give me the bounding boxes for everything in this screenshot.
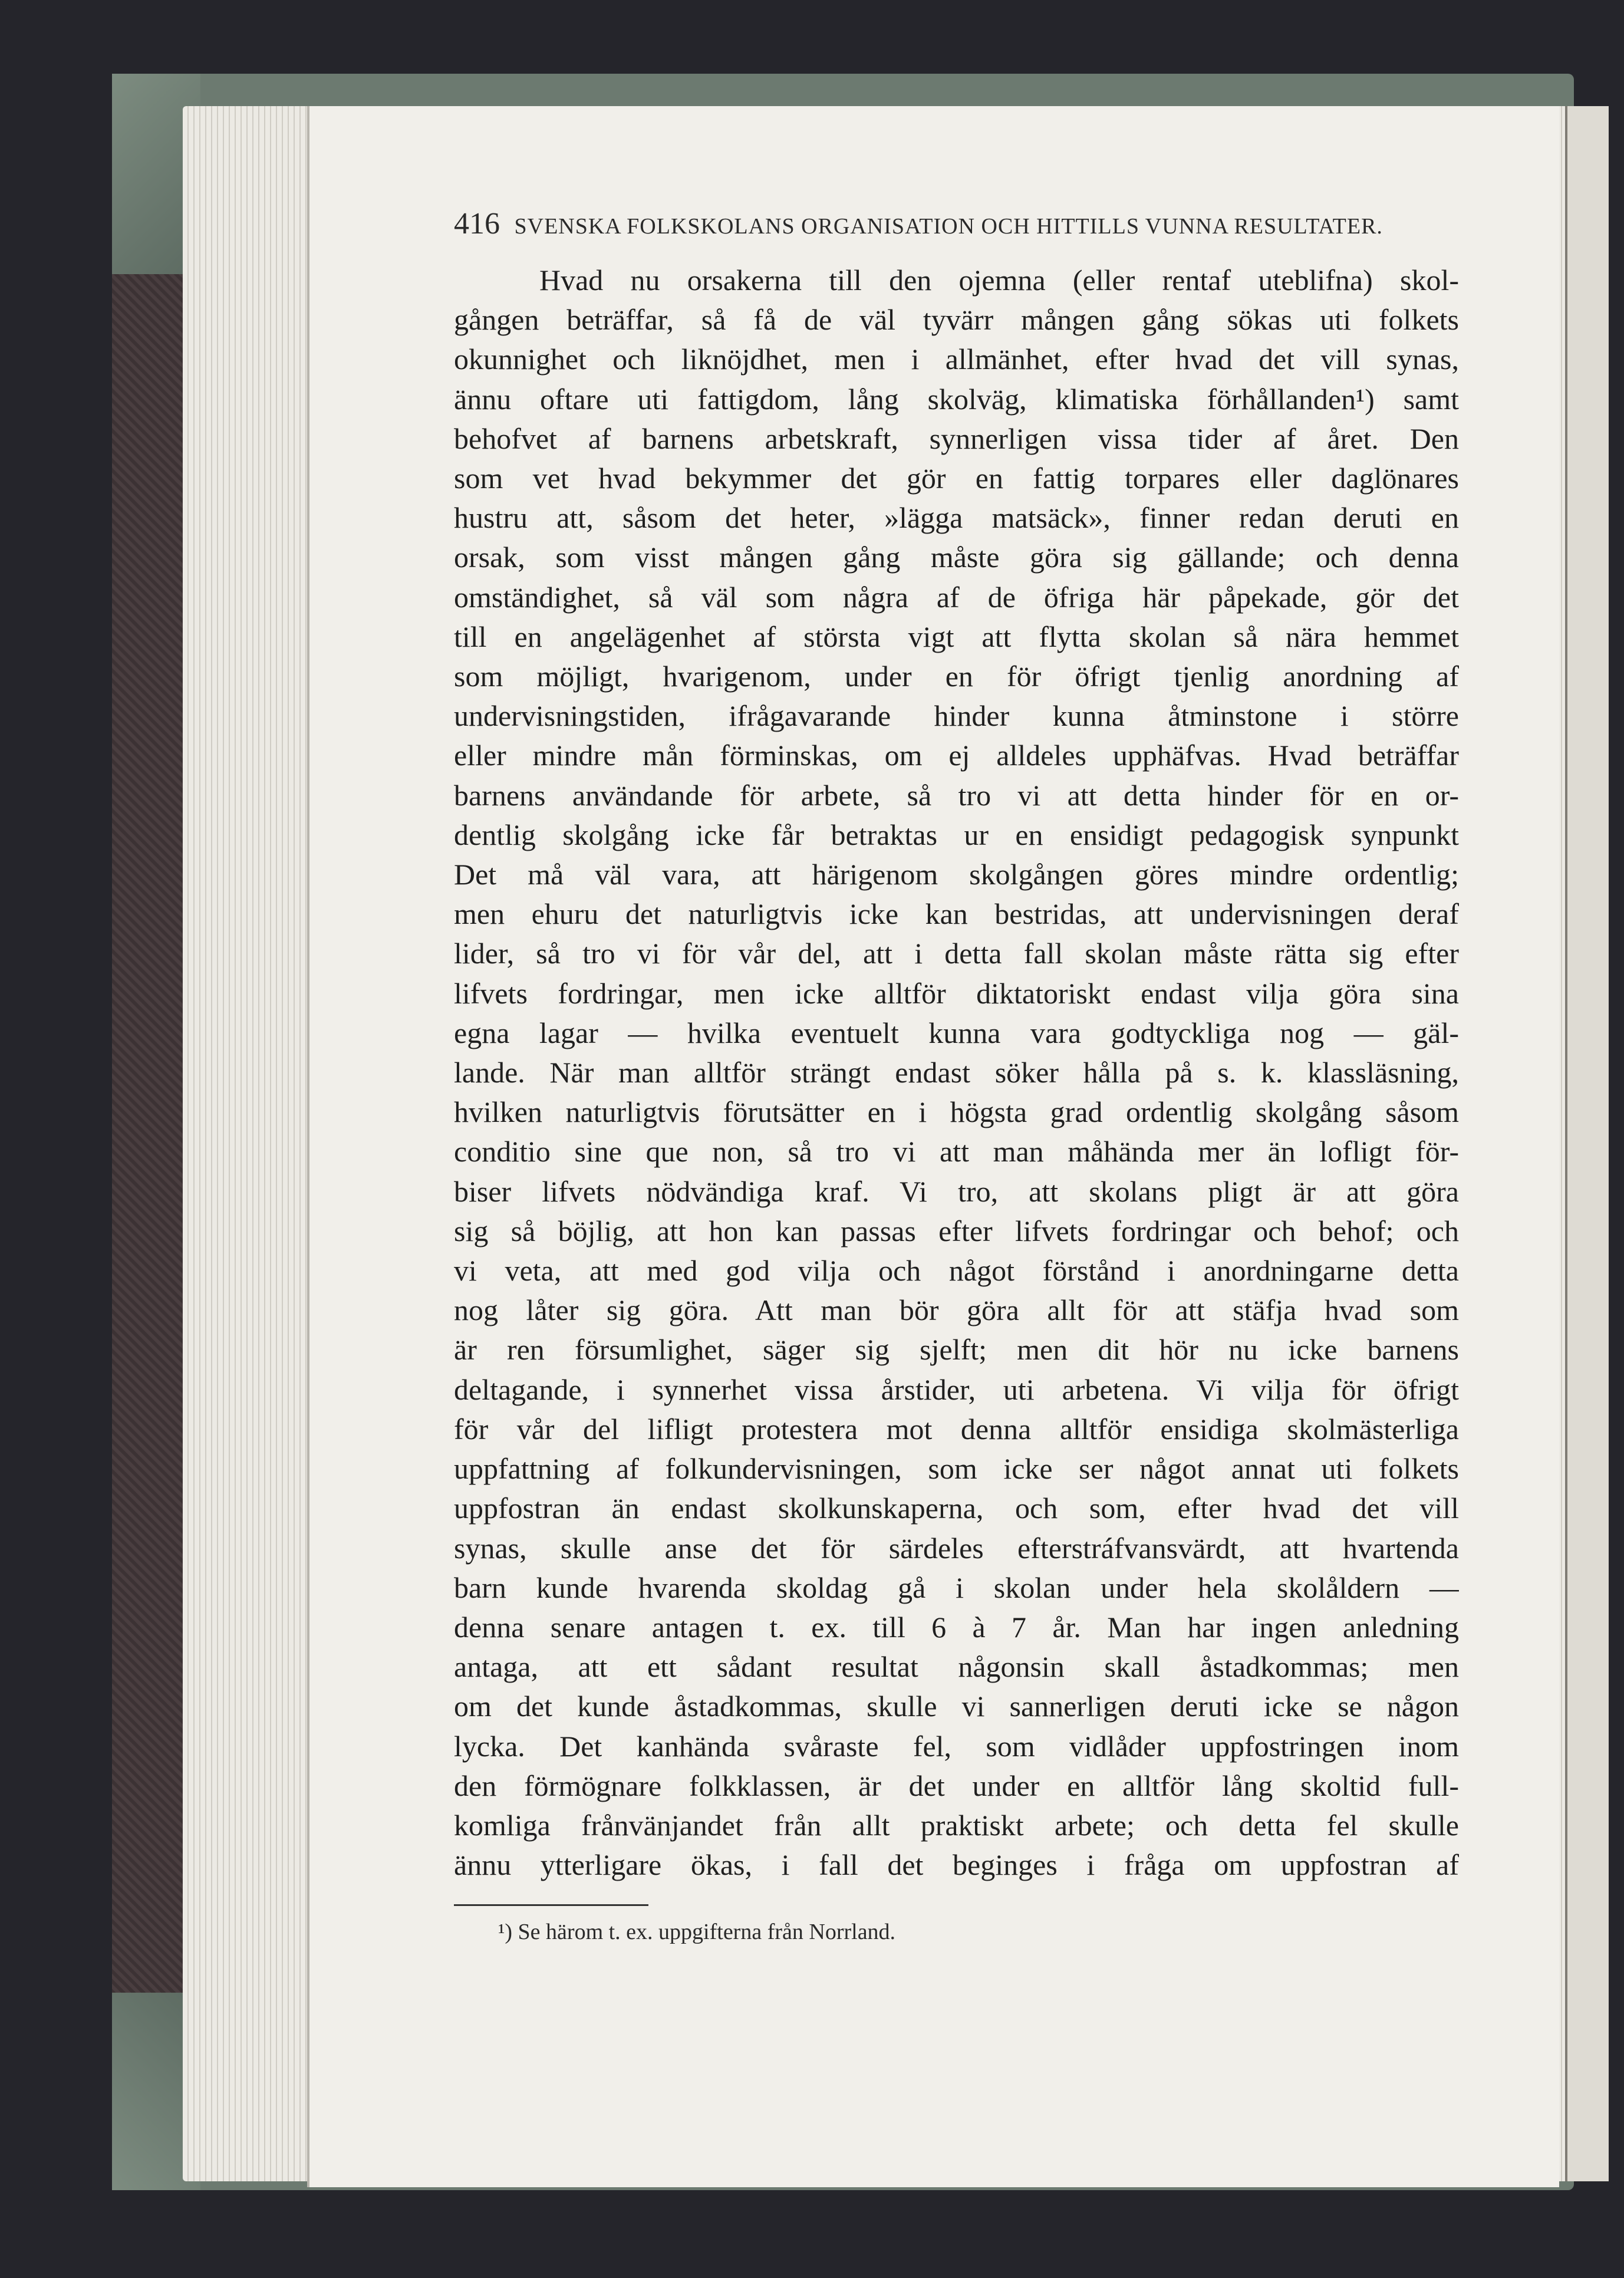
text-line: dentlig skolgång icke får betraktas ur en ensidigt pedagogisk synpunkt: [454, 818, 1459, 851]
text-line: ännu ytterligare ökas, i fall det beginges i fråga om uppfostran af: [454, 1848, 1459, 1882]
text-line: antaga, att ett sådant resultat någonsin skall åstadkommas; men: [454, 1650, 1459, 1684]
footnote-rule: [454, 1904, 648, 1906]
text-line: synas, skulle anse det för särdeles efterstráfvansvärdt, att hvartenda: [454, 1531, 1459, 1565]
book-page: [309, 106, 1559, 2187]
text-line: deltagande, i synnerhet vissa årstider, uti arbetena. Vi vilja för öfrigt: [454, 1372, 1459, 1406]
page-header: [454, 206, 1459, 241]
text-line: för vår del lifligt protestera mot denna alltför ensidiga skolmästerliga: [454, 1412, 1459, 1446]
text-line: biser lifvets nödvändiga kraf. Vi tro, att skolans pligt är att göra: [454, 1174, 1459, 1208]
text-line: behofvet af barnens arbetskraft, synnerligen vissa tider af året. Den: [454, 422, 1459, 455]
text-line: okunnighet och liknöjdhet, men i allmänhet, efter hvad det vill synas,: [454, 343, 1459, 376]
text-line: är ren försumlighet, säger sig sjelft; men dit hör nu icke barnens: [454, 1333, 1459, 1367]
text-line: hvilken naturligtvis förutsätter en i högsta grad ordentlig skolgång såsom: [454, 1095, 1459, 1129]
text-line: komliga frånvänjandet från allt praktiskt arbete; och detta fel skulle: [454, 1808, 1459, 1842]
text-line: denna senare antagen t. ex. till 6 à 7 år. Man har ingen anledning: [454, 1610, 1459, 1644]
text-line: vi veta, att med god vilja och något förstånd i anordningarne detta: [454, 1254, 1459, 1288]
text-line: uppfattning af folkundervisningen, som icke ser något annat uti folkets: [454, 1452, 1459, 1486]
text-line: egna lagar — hvilka eventuelt kunna vara godtyckliga nog — gäl-: [454, 1016, 1459, 1049]
running-title: SVENSKA FOLKSKOLANS ORGANISATION OCH HITTILLS VUNNA RESULTATER.: [514, 214, 1383, 239]
text-line: undervisningstiden, ifrågavarande hinder kunna åtminstone i större: [454, 699, 1459, 733]
text-line: barnens användande för arbete, så tro vi att detta hinder för en or-: [454, 778, 1459, 812]
text-line: uppfostran än endast skolkunskaperna, och som, efter hvad det vill: [454, 1492, 1459, 1525]
text-line: som vet hvad bekymmer det gör en fattig torpares eller daglönares: [454, 462, 1459, 495]
text-line: barn kunde hvarenda skoldag gå i skolan under hela skolåldern —: [454, 1571, 1459, 1604]
right-page-edge: [1565, 106, 1609, 2181]
text-line: som möjligt, hvarigenom, under en för öfrigt tjenlig anordning af: [454, 660, 1459, 693]
text-line: lande. När man alltför strängt endast söker hålla på s. k. klassläsning,: [454, 1056, 1459, 1089]
text-line: omständighet, så väl som några af de öfriga här påpekade, gör det: [454, 580, 1459, 614]
text-line: lifvets fordringar, men icke alltför diktatoriskt endast vilja göra sina: [454, 976, 1459, 1010]
page-number: 416: [454, 207, 500, 241]
text-line: den förmögnare folkklassen, är det under en alltför lång skoltid full-: [454, 1769, 1459, 1802]
text-line: men ehuru det naturligtvis icke kan bestridas, att undervisningen deraf: [454, 897, 1459, 931]
text-line: Hvad nu orsakerna till den ojemna (eller rentaf uteblifna) skol-: [539, 264, 1459, 297]
text-line: lycka. Det kanhända svåraste fel, som vidlåder uppfostringen inom: [454, 1729, 1459, 1763]
text-line: gången beträffar, så få de väl tyvärr mången gång sökas uti folkets: [454, 303, 1459, 337]
text-line: Det må väl vara, att härigenom skolgången göres mindre ordentlig;: [454, 858, 1459, 891]
text-line: sig så böjlig, att hon kan passas efter lifvets fordringar och behof; och: [454, 1214, 1459, 1247]
text-line: orsak, som visst mången gång måste göra sig gällande; och denna: [454, 541, 1459, 574]
body-text: [454, 261, 1459, 1885]
text-line: om det kunde åstadkommas, skulle vi sannerligen deruti icke se någon: [454, 1690, 1459, 1723]
text-line: ännu oftare uti fattigdom, lång skolväg, klimatiska förhållanden¹) samt: [454, 382, 1459, 416]
text-line: conditio sine que non, så tro vi att man måhända mer än lofligt för-: [454, 1135, 1459, 1168]
footnote: ¹) Se härom t. ex. uppgifterna från Norrland.: [498, 1920, 896, 1944]
text-line: lider, så tro vi för vår del, att i detta fall skolan måste rätta sig efter: [454, 937, 1459, 970]
text-line: hustru att, såsom det heter, »lägga matsäck», finner redan deruti en: [454, 501, 1459, 535]
text-line: till en angelägenhet af största vigt att flytta skolan så nära hemmet: [454, 620, 1459, 653]
text-line: eller mindre mån förminskas, om ej alldeles upphäfvas. Hvad beträffar: [454, 739, 1459, 772]
text-line: nog låter sig göra. Att man bör göra allt för att stäfja hvad som: [454, 1293, 1459, 1327]
